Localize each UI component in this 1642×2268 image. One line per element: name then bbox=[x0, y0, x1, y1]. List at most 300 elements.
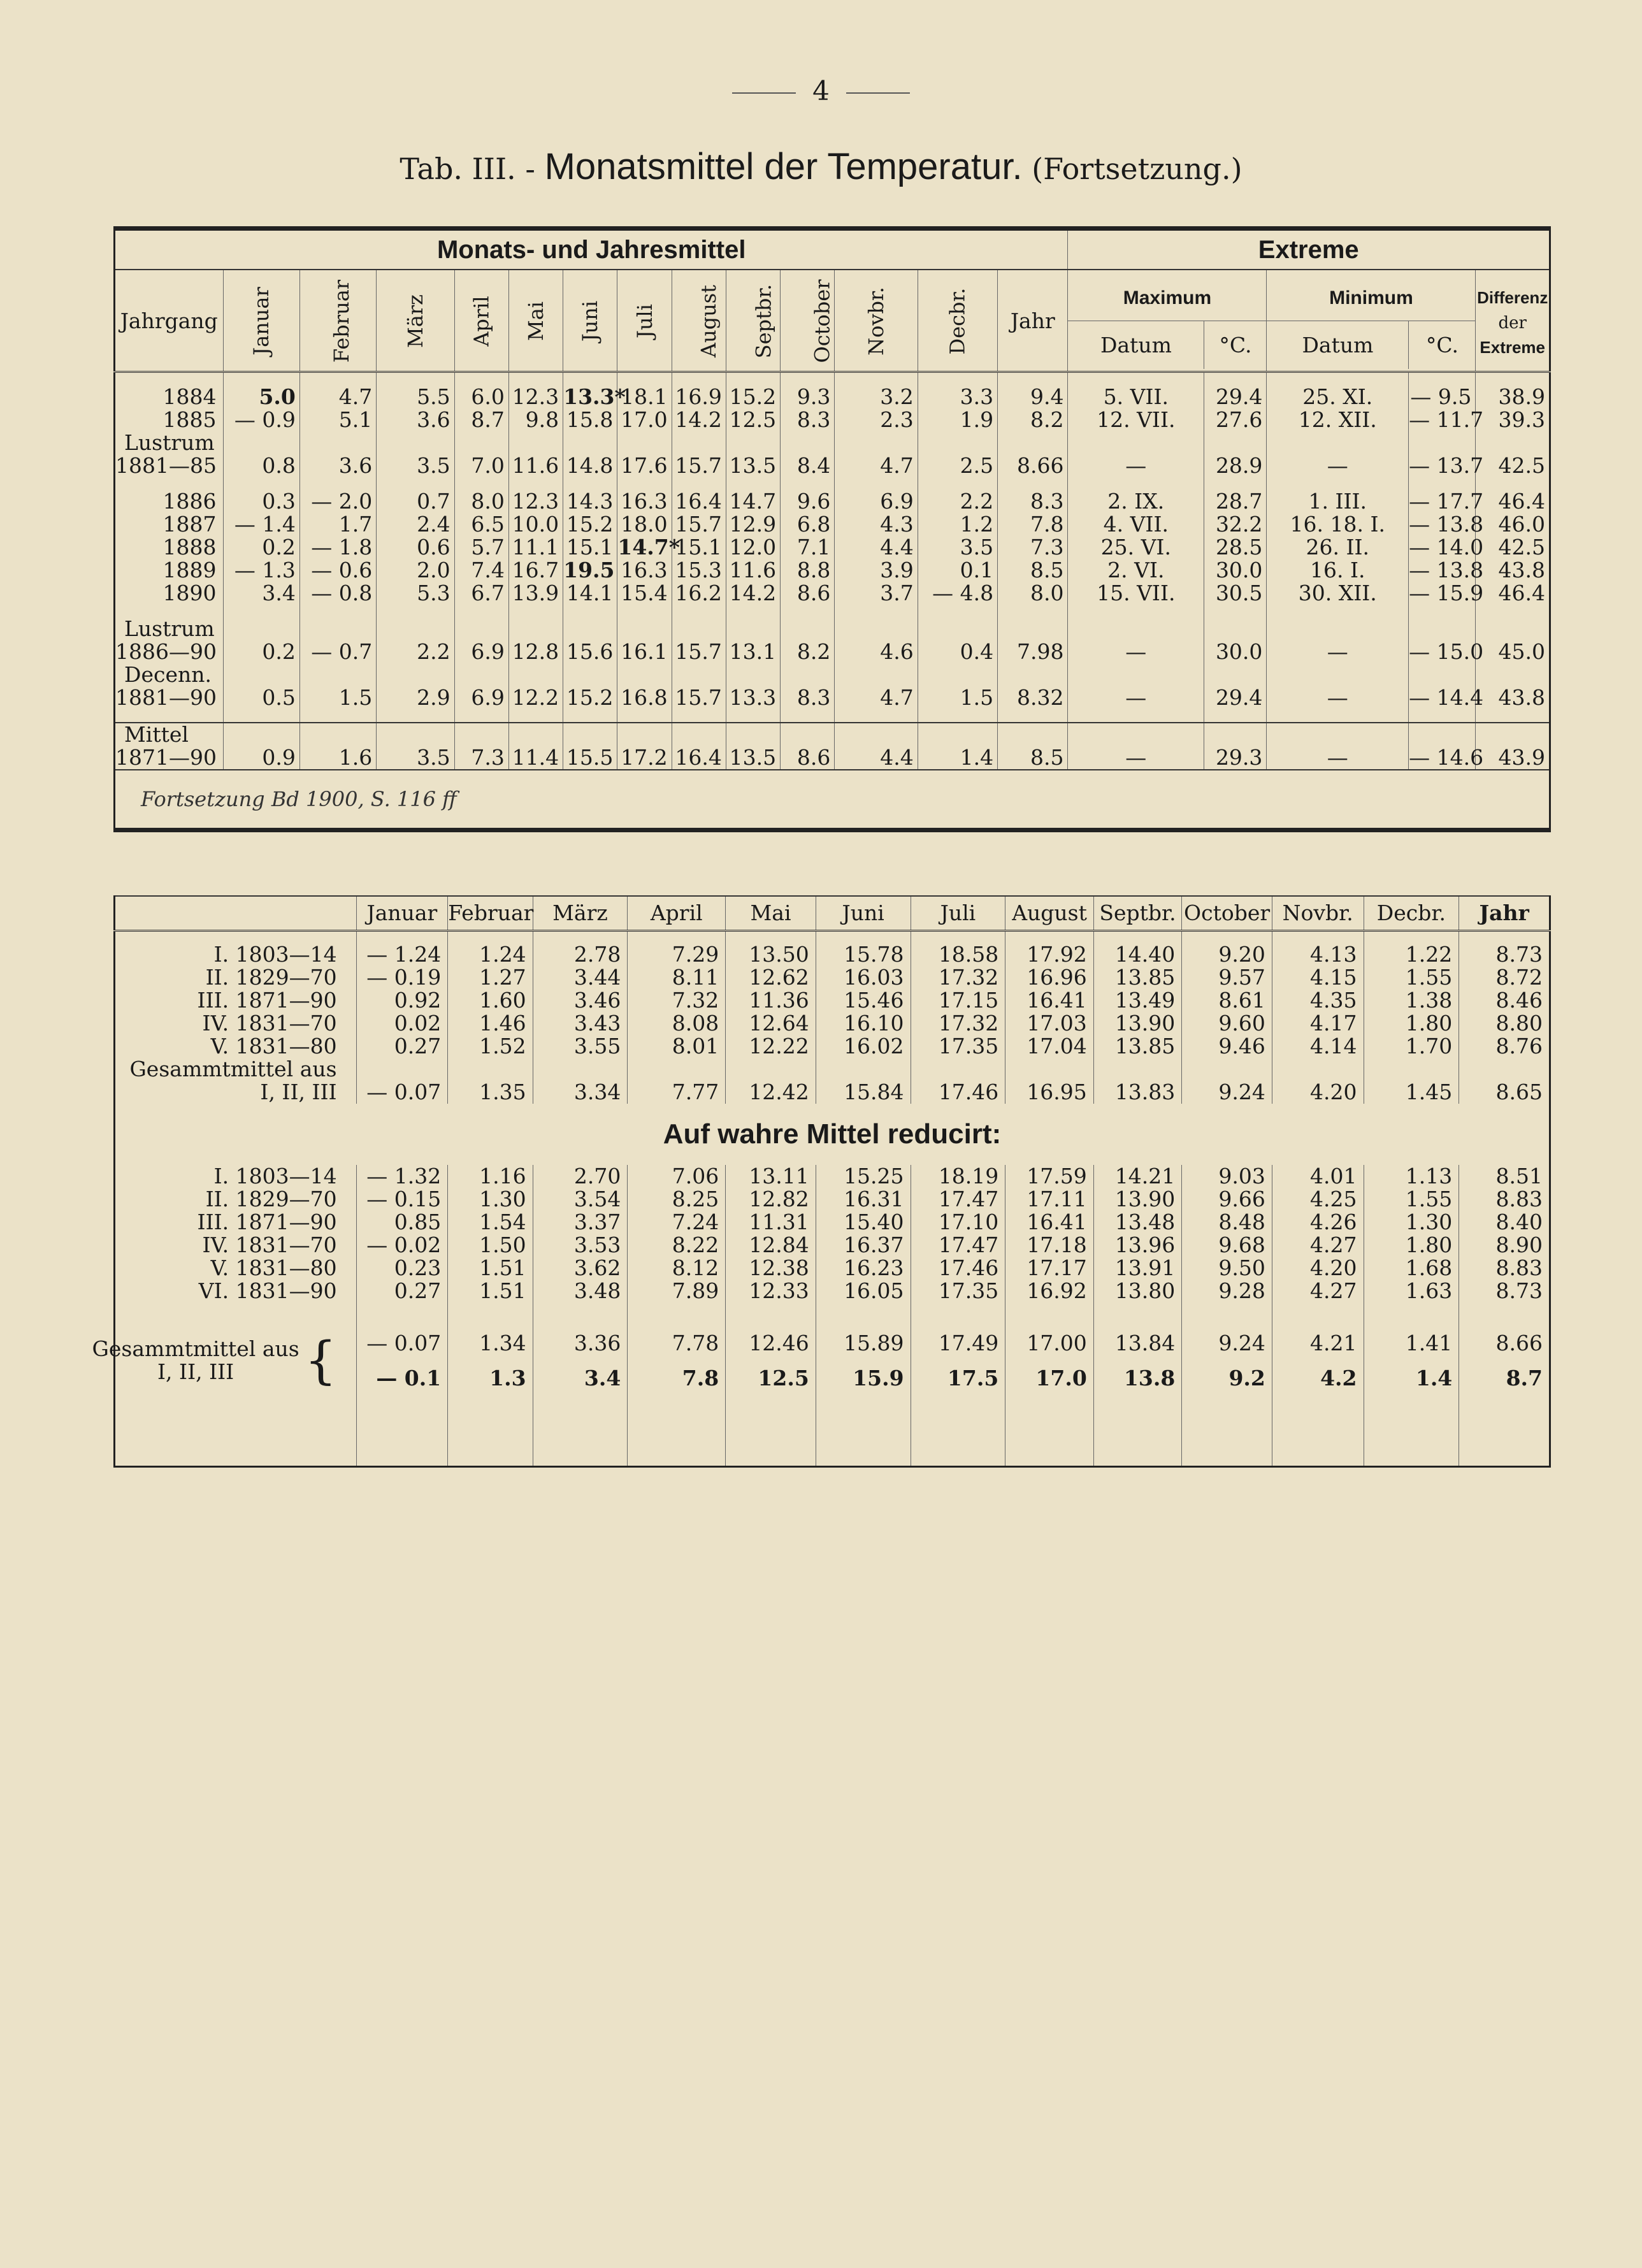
value-cell: 7.89 bbox=[628, 1280, 726, 1303]
value-cell: 13.8 bbox=[1093, 1361, 1182, 1396]
spacer-cell bbox=[1182, 1396, 1272, 1467]
spacer-cell bbox=[115, 372, 224, 386]
column-header: August bbox=[1005, 896, 1094, 931]
value-cell: 0.27 bbox=[356, 1280, 448, 1303]
value-cell bbox=[563, 618, 617, 640]
value-cell: 7.4 bbox=[454, 559, 508, 582]
value-cell: 18.0 bbox=[617, 513, 672, 536]
value-cell: 9.50 bbox=[1182, 1257, 1272, 1280]
value-cell: 1.5 bbox=[918, 686, 997, 709]
value-cell: 17.47 bbox=[911, 1234, 1005, 1257]
table-row bbox=[115, 640, 1550, 663]
value-cell: 8.83 bbox=[1459, 1188, 1550, 1211]
min-date-cell: 16. I. bbox=[1267, 559, 1409, 582]
value-cell bbox=[223, 618, 299, 640]
value-cell: 14.7 bbox=[726, 490, 780, 513]
value-cell: 15.84 bbox=[816, 1081, 911, 1104]
max-cell: 30.0 bbox=[1204, 640, 1267, 663]
value-cell: 4.7 bbox=[835, 454, 918, 477]
max-date-cell: — bbox=[1068, 686, 1204, 709]
value-cell: 2.4 bbox=[377, 513, 454, 536]
value-cell bbox=[998, 723, 1068, 746]
value-cell: 6.5 bbox=[454, 513, 508, 536]
value-cell: 8.90 bbox=[1459, 1234, 1550, 1257]
value-cell: 0.6 bbox=[377, 536, 454, 559]
value-cell: 1.46 bbox=[448, 1012, 533, 1035]
value-cell: 4.3 bbox=[835, 513, 918, 536]
value-cell: 1.41 bbox=[1364, 1325, 1459, 1361]
spacer-cell bbox=[628, 1303, 726, 1314]
value-cell bbox=[377, 618, 454, 640]
value-cell: 8.0 bbox=[998, 582, 1068, 605]
spacer-cell bbox=[223, 372, 299, 386]
value-cell: 7.24 bbox=[628, 1211, 726, 1234]
minimum-label: Minimum bbox=[1329, 287, 1413, 308]
value-cell: 8.2 bbox=[781, 640, 835, 663]
value-cell bbox=[672, 723, 726, 746]
row-label: II. 1829—70 bbox=[115, 1188, 357, 1211]
value-cell: 0.8 bbox=[223, 454, 299, 477]
value-cell: 17.2 bbox=[617, 746, 672, 770]
spacer-cell bbox=[299, 605, 376, 618]
month-header bbox=[781, 270, 835, 372]
spacer-cell bbox=[1476, 477, 1550, 490]
row-label: I. 1803—14 bbox=[115, 1165, 357, 1188]
value-cell: 12.42 bbox=[726, 1081, 816, 1104]
min-cell bbox=[1409, 723, 1476, 746]
value-cell: 11.6 bbox=[508, 454, 563, 477]
value-cell: 16.03 bbox=[816, 966, 911, 989]
value-cell: 6.9 bbox=[454, 686, 508, 709]
column-header: Juli bbox=[911, 896, 1005, 931]
value-cell: 5.1 bbox=[299, 408, 376, 431]
value-cell: 13.1 bbox=[726, 640, 780, 663]
value-cell: 2.78 bbox=[533, 943, 628, 966]
value-cell bbox=[508, 431, 563, 454]
value-cell bbox=[223, 723, 299, 746]
value-cell: 16.4 bbox=[672, 490, 726, 513]
diff-cell: 38.9 bbox=[1476, 386, 1550, 408]
spacer-cell bbox=[454, 709, 508, 723]
value-cell bbox=[628, 1058, 726, 1081]
value-cell: 4.01 bbox=[1272, 1165, 1364, 1188]
value-cell bbox=[998, 431, 1068, 454]
value-cell: 3.48 bbox=[533, 1280, 628, 1303]
table-row bbox=[115, 559, 1550, 582]
deg-label: °C. bbox=[1219, 332, 1252, 358]
value-cell: 1.70 bbox=[1364, 1035, 1459, 1058]
value-cell: 7.32 bbox=[628, 989, 726, 1012]
value-cell: 1.35 bbox=[448, 1081, 533, 1104]
table-row bbox=[115, 1165, 1550, 1188]
value-cell: 6.9 bbox=[454, 640, 508, 663]
value-cell: 4.6 bbox=[835, 640, 918, 663]
value-cell: 14.40 bbox=[1093, 943, 1182, 966]
table-row bbox=[115, 1234, 1550, 1257]
spacer-cell bbox=[617, 477, 672, 490]
spacer-cell bbox=[726, 605, 780, 618]
value-cell bbox=[299, 618, 376, 640]
value-cell: 8.5 bbox=[998, 559, 1068, 582]
spacer-cell bbox=[1267, 709, 1409, 723]
value-cell: 8.22 bbox=[628, 1234, 726, 1257]
value-cell: 2.3 bbox=[835, 408, 918, 431]
value-cell bbox=[998, 618, 1068, 640]
value-cell: 15.7 bbox=[672, 513, 726, 536]
min-cell: — 15.0 bbox=[1409, 639, 1484, 664]
value-cell: 0.85 bbox=[356, 1211, 448, 1234]
value-cell bbox=[835, 663, 918, 686]
value-cell: 17.35 bbox=[911, 1035, 1005, 1058]
min-date-cell bbox=[1267, 618, 1409, 640]
value-cell: 14.3 bbox=[563, 490, 617, 513]
datum-label: Datum bbox=[1100, 332, 1172, 358]
value-cell: 8.01 bbox=[628, 1035, 726, 1058]
max-date-cell: — bbox=[1068, 746, 1204, 770]
value-cell: 13.5 bbox=[726, 746, 780, 770]
month-header bbox=[563, 270, 617, 372]
monthly-means-table bbox=[113, 226, 1551, 832]
value-cell bbox=[672, 618, 726, 640]
row-label: 1886 bbox=[115, 490, 224, 513]
value-cell: 7.0 bbox=[454, 454, 508, 477]
value-cell: 7.8 bbox=[628, 1361, 726, 1396]
value-cell: 15.1 bbox=[563, 536, 617, 559]
spacer-cell bbox=[726, 1314, 816, 1325]
value-cell: 12.3 bbox=[508, 386, 563, 408]
row-label: V. 1831—80 bbox=[115, 1257, 357, 1280]
spacer-cell bbox=[1267, 605, 1409, 618]
spacer-cell bbox=[115, 1303, 357, 1314]
spacer-cell bbox=[115, 709, 224, 723]
table-row bbox=[115, 943, 1550, 966]
value-cell: 15.9 bbox=[816, 1361, 911, 1396]
page-number: 4 bbox=[0, 75, 1642, 106]
value-cell: 13.83 bbox=[1093, 1081, 1182, 1104]
value-cell: 16.31 bbox=[816, 1188, 911, 1211]
value-cell: 9.28 bbox=[1182, 1280, 1272, 1303]
diff-cell bbox=[1476, 618, 1550, 640]
spacer-cell bbox=[726, 477, 780, 490]
value-cell: 1.55 bbox=[1364, 966, 1459, 989]
max-date-cell: 2. IX. bbox=[1068, 490, 1204, 513]
value-cell: 3.4 bbox=[223, 582, 299, 605]
spacer-cell bbox=[299, 709, 376, 723]
row-label bbox=[92, 1325, 357, 1396]
value-cell: 1.51 bbox=[448, 1280, 533, 1303]
value-cell: 16.7 bbox=[508, 559, 563, 582]
max-date-cell bbox=[1068, 723, 1204, 746]
spacer-cell bbox=[377, 605, 454, 618]
month-label: Mai bbox=[523, 301, 548, 341]
value-cell: 15.89 bbox=[816, 1325, 911, 1361]
month-header bbox=[726, 270, 780, 372]
row-label: II. 1829—70 bbox=[115, 966, 357, 989]
diff-cell: 46.4 bbox=[1476, 582, 1550, 605]
value-cell: 3.2 bbox=[835, 386, 918, 408]
value-cell: 8.83 bbox=[1459, 1257, 1550, 1280]
min-cell: — 13.8 bbox=[1409, 512, 1484, 537]
value-cell: — 0.07 bbox=[356, 1081, 448, 1104]
value-cell: 16.41 bbox=[1005, 989, 1094, 1012]
value-cell: 16.3 bbox=[617, 559, 672, 582]
value-cell: 8.7 bbox=[1459, 1361, 1550, 1396]
min-date-cell: — bbox=[1267, 454, 1409, 477]
month-header bbox=[299, 270, 376, 372]
table-row bbox=[115, 1035, 1550, 1058]
max-date-cell: — bbox=[1068, 640, 1204, 663]
min-cell: — 14.4 bbox=[1409, 685, 1484, 710]
max-cell: 29.3 bbox=[1204, 746, 1267, 770]
value-cell: 1.68 bbox=[1364, 1257, 1459, 1280]
spacer-cell bbox=[628, 1396, 726, 1467]
min-date-cell: — bbox=[1267, 746, 1409, 770]
value-cell: 0.9 bbox=[223, 746, 299, 770]
spacer-cell bbox=[918, 605, 997, 618]
value-cell: — 0.7 bbox=[299, 640, 376, 663]
value-cell: 4.15 bbox=[1272, 966, 1364, 989]
value-cell: 15.7 bbox=[672, 640, 726, 663]
value-cell: 17.10 bbox=[911, 1211, 1005, 1234]
value-cell: 13.49 bbox=[1093, 989, 1182, 1012]
spacer-cell bbox=[1204, 372, 1267, 386]
spacer-cell bbox=[1204, 709, 1267, 723]
spacer-cell bbox=[835, 709, 918, 723]
max-cell: 28.9 bbox=[1204, 454, 1267, 477]
jahr-header: Jahr bbox=[998, 270, 1068, 372]
row-label-text: Gesammtmittel aus bbox=[92, 1336, 299, 1361]
value-cell bbox=[781, 618, 835, 640]
title-suffix: (Fortsetzung.) bbox=[1032, 152, 1242, 186]
column-header: Septbr. bbox=[1093, 896, 1182, 931]
spacer-cell bbox=[508, 709, 563, 723]
table-row bbox=[115, 686, 1550, 709]
diff-cell: 45.0 bbox=[1476, 640, 1550, 663]
spacer-cell bbox=[628, 1314, 726, 1325]
differenz-label: Extreme bbox=[1480, 337, 1546, 357]
spacer-cell bbox=[1182, 1314, 1272, 1325]
value-cell: 2.0 bbox=[377, 559, 454, 582]
table-row bbox=[115, 408, 1550, 431]
value-cell: 13.11 bbox=[726, 1165, 816, 1188]
value-cell: 15.6 bbox=[563, 640, 617, 663]
value-cell: 16.9 bbox=[672, 386, 726, 408]
spacer-cell bbox=[299, 477, 376, 490]
value-cell bbox=[299, 663, 376, 686]
value-cell: 6.8 bbox=[781, 513, 835, 536]
value-cell: 16.8 bbox=[617, 686, 672, 709]
value-cell: 17.49 bbox=[911, 1325, 1005, 1361]
value-cell: 16.4 bbox=[672, 746, 726, 770]
spacer-cell bbox=[377, 372, 454, 386]
value-cell bbox=[1364, 1058, 1459, 1081]
month-header bbox=[617, 270, 672, 372]
max-cell bbox=[1204, 663, 1267, 686]
value-cell bbox=[781, 431, 835, 454]
value-cell: 13.85 bbox=[1093, 1035, 1182, 1058]
value-cell: 17.46 bbox=[911, 1257, 1005, 1280]
value-cell: 1.16 bbox=[448, 1165, 533, 1188]
value-cell: 15.5 bbox=[563, 746, 617, 770]
value-cell: 7.3 bbox=[998, 536, 1068, 559]
min-cell: — 9.5 bbox=[1409, 386, 1476, 408]
row-label: Mittel bbox=[115, 723, 224, 746]
value-cell: 1.4 bbox=[1364, 1361, 1459, 1396]
row-label: 1871—90 bbox=[115, 746, 224, 770]
value-cell: 9.4 bbox=[998, 386, 1068, 408]
value-cell: 12.2 bbox=[508, 686, 563, 709]
value-cell: 3.55 bbox=[533, 1035, 628, 1058]
value-cell: 0.02 bbox=[356, 1012, 448, 1035]
value-cell: 13.3* bbox=[563, 384, 626, 409]
value-cell: 2.2 bbox=[918, 490, 997, 513]
row-label: 1890 bbox=[115, 582, 224, 605]
spacer-cell bbox=[1409, 372, 1476, 386]
value-cell: 12.5 bbox=[726, 1361, 816, 1396]
spacer-cell bbox=[533, 1396, 628, 1467]
value-cell bbox=[299, 431, 376, 454]
value-cell: 3.6 bbox=[377, 408, 454, 431]
spacer-cell bbox=[816, 1396, 911, 1467]
value-cell: 17.32 bbox=[911, 966, 1005, 989]
column-header: Novbr. bbox=[1272, 896, 1364, 931]
value-cell: 14.2 bbox=[672, 408, 726, 431]
spacer-cell bbox=[1459, 1314, 1550, 1325]
diff-cell: 42.5 bbox=[1476, 454, 1550, 477]
row-label: 1889 bbox=[115, 559, 224, 582]
value-cell bbox=[617, 723, 672, 746]
value-cell: 7.78 bbox=[628, 1325, 726, 1361]
month-header bbox=[454, 270, 508, 372]
row-label: 1887 bbox=[115, 513, 224, 536]
value-cell: 11.4 bbox=[508, 746, 563, 770]
value-cell: 3.54 bbox=[533, 1188, 628, 1211]
value-cell bbox=[377, 723, 454, 746]
month-header bbox=[835, 270, 918, 372]
table-row bbox=[115, 1280, 1550, 1303]
spacer-cell bbox=[998, 709, 1068, 723]
spacer-cell bbox=[299, 372, 376, 386]
row-label-text: I, II, III bbox=[157, 1359, 234, 1384]
spacer-cell bbox=[672, 477, 726, 490]
spacer-cell bbox=[533, 1314, 628, 1325]
max-cell: 30.0 bbox=[1204, 559, 1267, 582]
table-row bbox=[115, 513, 1550, 536]
max-date-cell bbox=[1068, 431, 1204, 454]
value-cell: 9.8 bbox=[508, 408, 563, 431]
month-header bbox=[508, 270, 563, 372]
value-cell bbox=[508, 618, 563, 640]
diff-cell: 46.4 bbox=[1476, 490, 1550, 513]
value-cell bbox=[1272, 1058, 1364, 1081]
value-cell: 4.17 bbox=[1272, 1012, 1364, 1035]
value-cell: 12.22 bbox=[726, 1035, 816, 1058]
value-cell: 15.1 bbox=[672, 536, 726, 559]
row-label: III. 1871—90 bbox=[115, 989, 357, 1012]
differenz-label: Differenz bbox=[1477, 287, 1548, 307]
value-cell bbox=[454, 663, 508, 686]
value-cell bbox=[781, 723, 835, 746]
value-cell: 15.2 bbox=[726, 386, 780, 408]
value-cell: 14.8 bbox=[563, 454, 617, 477]
value-cell: 1.54 bbox=[448, 1211, 533, 1234]
value-cell: — 1.32 bbox=[356, 1165, 448, 1188]
value-cell bbox=[377, 663, 454, 686]
value-cell: 0.2 bbox=[223, 536, 299, 559]
row-label: 1881—85 bbox=[115, 454, 224, 477]
value-cell: 3.44 bbox=[533, 966, 628, 989]
min-date-cell: 30. XII. bbox=[1267, 582, 1409, 605]
row-label: Gesammtmittel aus bbox=[115, 1058, 357, 1081]
value-cell bbox=[835, 618, 918, 640]
value-cell: 11.6 bbox=[726, 559, 780, 582]
value-cell: 12.46 bbox=[726, 1325, 816, 1361]
row-label: 1886—90 bbox=[115, 640, 224, 663]
value-cell: 9.6 bbox=[781, 490, 835, 513]
spacer-cell bbox=[835, 477, 918, 490]
value-cell: 3.4 bbox=[533, 1361, 628, 1396]
value-cell: 3.46 bbox=[533, 989, 628, 1012]
value-cell: 3.5 bbox=[918, 536, 997, 559]
spacer-cell bbox=[1409, 477, 1476, 490]
value-cell: 3.36 bbox=[533, 1325, 628, 1361]
spacer-cell bbox=[1068, 605, 1204, 618]
spacer-cell bbox=[781, 477, 835, 490]
value-cell: 1.30 bbox=[1364, 1211, 1459, 1234]
value-cell bbox=[1005, 1058, 1094, 1081]
max-cell bbox=[1204, 618, 1267, 640]
value-cell: 9.66 bbox=[1182, 1188, 1272, 1211]
value-cell: 3.7 bbox=[835, 582, 918, 605]
value-cell: 2.5 bbox=[918, 454, 997, 477]
spacer-cell bbox=[1093, 1396, 1182, 1467]
value-cell: 2.9 bbox=[377, 686, 454, 709]
value-cell bbox=[835, 723, 918, 746]
row-label: IV. 1831—70 bbox=[115, 1012, 357, 1035]
value-cell: 17.92 bbox=[1005, 943, 1094, 966]
spacer-cell bbox=[918, 372, 997, 386]
value-cell: — 0.1 bbox=[356, 1361, 448, 1396]
spacer-cell bbox=[115, 605, 224, 618]
diff-cell: 46.0 bbox=[1476, 513, 1550, 536]
value-cell: 3.43 bbox=[533, 1012, 628, 1035]
value-cell: — 1.3 bbox=[223, 559, 299, 582]
spacer-cell bbox=[115, 1396, 357, 1467]
spacer-cell bbox=[1005, 1314, 1094, 1325]
value-cell: 17.11 bbox=[1005, 1188, 1094, 1211]
value-cell: 16.10 bbox=[816, 1012, 911, 1035]
value-cell: 4.21 bbox=[1272, 1325, 1364, 1361]
diff-cell: 43.8 bbox=[1476, 686, 1550, 709]
diff-cell bbox=[1476, 723, 1550, 746]
spacer-cell bbox=[508, 605, 563, 618]
value-cell: 1.9 bbox=[918, 408, 997, 431]
value-cell: 1.60 bbox=[448, 989, 533, 1012]
value-cell: 1.27 bbox=[448, 966, 533, 989]
max-date-cell bbox=[1068, 663, 1204, 686]
maximum-label: Maximum bbox=[1123, 287, 1212, 308]
row-label: V. 1831—80 bbox=[115, 1035, 357, 1058]
value-cell: 0.3 bbox=[223, 490, 299, 513]
row-label: 1885 bbox=[115, 408, 224, 431]
value-cell bbox=[918, 663, 997, 686]
column-header: März bbox=[533, 896, 628, 931]
value-cell: 11.1 bbox=[508, 536, 563, 559]
value-cell: 10.0 bbox=[508, 513, 563, 536]
title-main: Monatsmittel der Temperatur. bbox=[544, 146, 1023, 187]
value-cell: 1.38 bbox=[1364, 989, 1459, 1012]
value-cell: 5.5 bbox=[377, 386, 454, 408]
